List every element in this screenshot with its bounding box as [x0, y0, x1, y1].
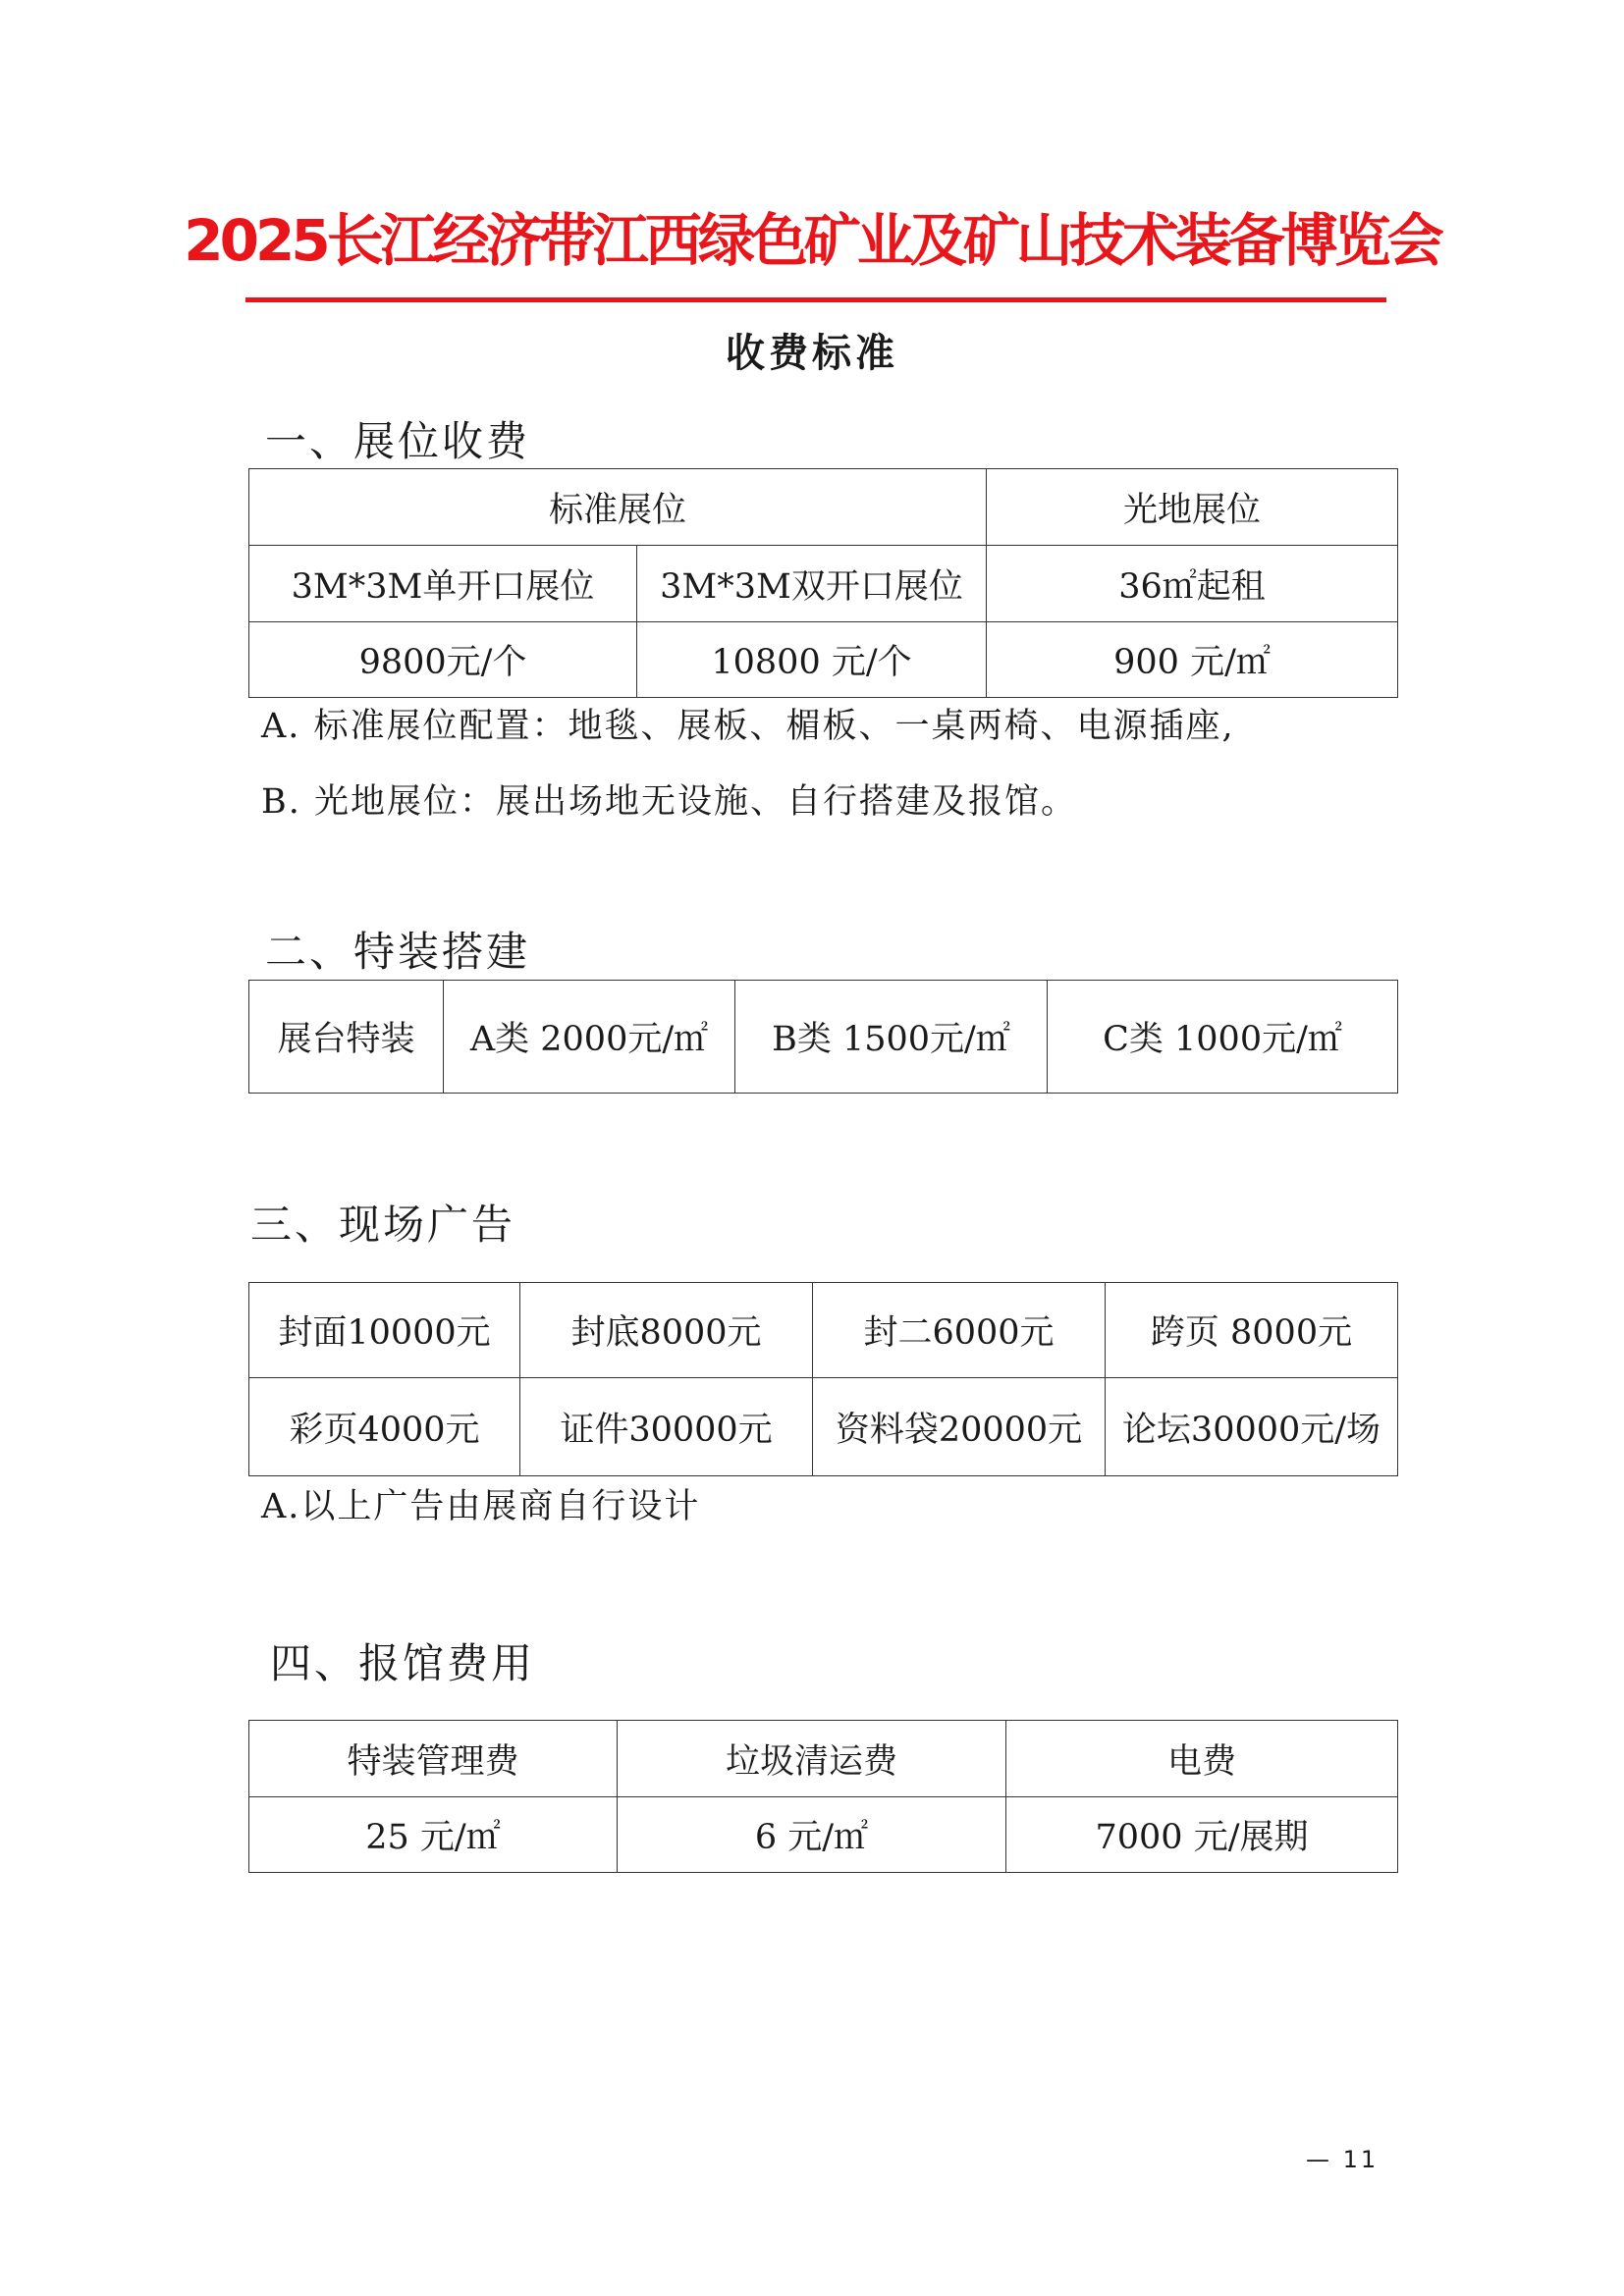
cell-special-build-label: 展台特装: [249, 981, 444, 1094]
header-raw-space-booth: 光地展位: [987, 469, 1398, 546]
header-standard-booth: 标准展位: [249, 469, 987, 546]
document-title: 2025长江经济带江西绿色矿业及矿山技术装备博览会: [184, 207, 1440, 274]
cell-spread-ad: 跨页 8000元: [1106, 1283, 1398, 1378]
cell-electricity-fee-value: 7000 元/展期: [1006, 1797, 1398, 1873]
cell-cover-ad: 封面10000元: [249, 1283, 520, 1378]
page-number: — 11: [1306, 2146, 1380, 2173]
cell-min-rent-area: 36㎡起租: [987, 546, 1398, 622]
cell-class-c-price: C类 1000元/㎡: [1048, 981, 1398, 1094]
special-build-table: [248, 980, 1398, 1094]
header-special-management-fee: 特装管理费: [249, 1721, 618, 1797]
header-waste-removal-fee: 垃圾清运费: [618, 1721, 1006, 1797]
note-raw-space-booth: B. 光地展位：展出场地无设施、自行搭建及报馆。: [261, 782, 1077, 822]
section-4-heading: 四、报馆费用: [270, 1639, 536, 1687]
section-3-heading: 三、现场广告: [250, 1201, 516, 1249]
cell-raw-space-price: 900 元/㎡: [987, 622, 1398, 698]
cell-inside-cover-ad: 封二6000元: [813, 1283, 1106, 1378]
cell-single-open-price: 9800元/个: [249, 622, 637, 698]
advertising-table: [248, 1282, 1398, 1476]
cell-bag-ad: 资料袋20000元: [813, 1378, 1106, 1476]
cell-class-b-price: B类 1500元/㎡: [735, 981, 1048, 1094]
document-subtitle: 收费标准: [726, 331, 898, 376]
section-1-heading: 一、展位收费: [265, 417, 531, 465]
cell-double-open-booth: 3M*3M双开口展位: [637, 546, 987, 622]
note-standard-booth-config: A. 标准展位配置：地毯、展板、楣板、一桌两椅、电源插座,: [261, 707, 1235, 746]
registration-fee-table: [248, 1720, 1398, 1873]
note-ad-design: A.以上广告由展商自行设计: [261, 1487, 701, 1526]
cell-forum-ad: 论坛30000元/场: [1106, 1378, 1398, 1476]
cell-color-page-ad: 彩页4000元: [249, 1378, 520, 1476]
cell-back-cover-ad: 封底8000元: [520, 1283, 813, 1378]
cell-class-a-price: A类 2000元/㎡: [444, 981, 735, 1094]
cell-management-fee-value: 25 元/㎡: [249, 1797, 618, 1873]
cell-badge-ad: 证件30000元: [520, 1378, 813, 1476]
section-2-heading: 二、特装搭建: [265, 928, 531, 976]
booth-fee-table: [248, 468, 1398, 698]
title-underline: [245, 297, 1386, 302]
cell-waste-fee-value: 6 元/㎡: [618, 1797, 1006, 1873]
cell-single-open-booth: 3M*3M单开口展位: [249, 546, 637, 622]
header-electricity-fee: 电费: [1006, 1721, 1398, 1797]
cell-double-open-price: 10800 元/个: [637, 622, 987, 698]
